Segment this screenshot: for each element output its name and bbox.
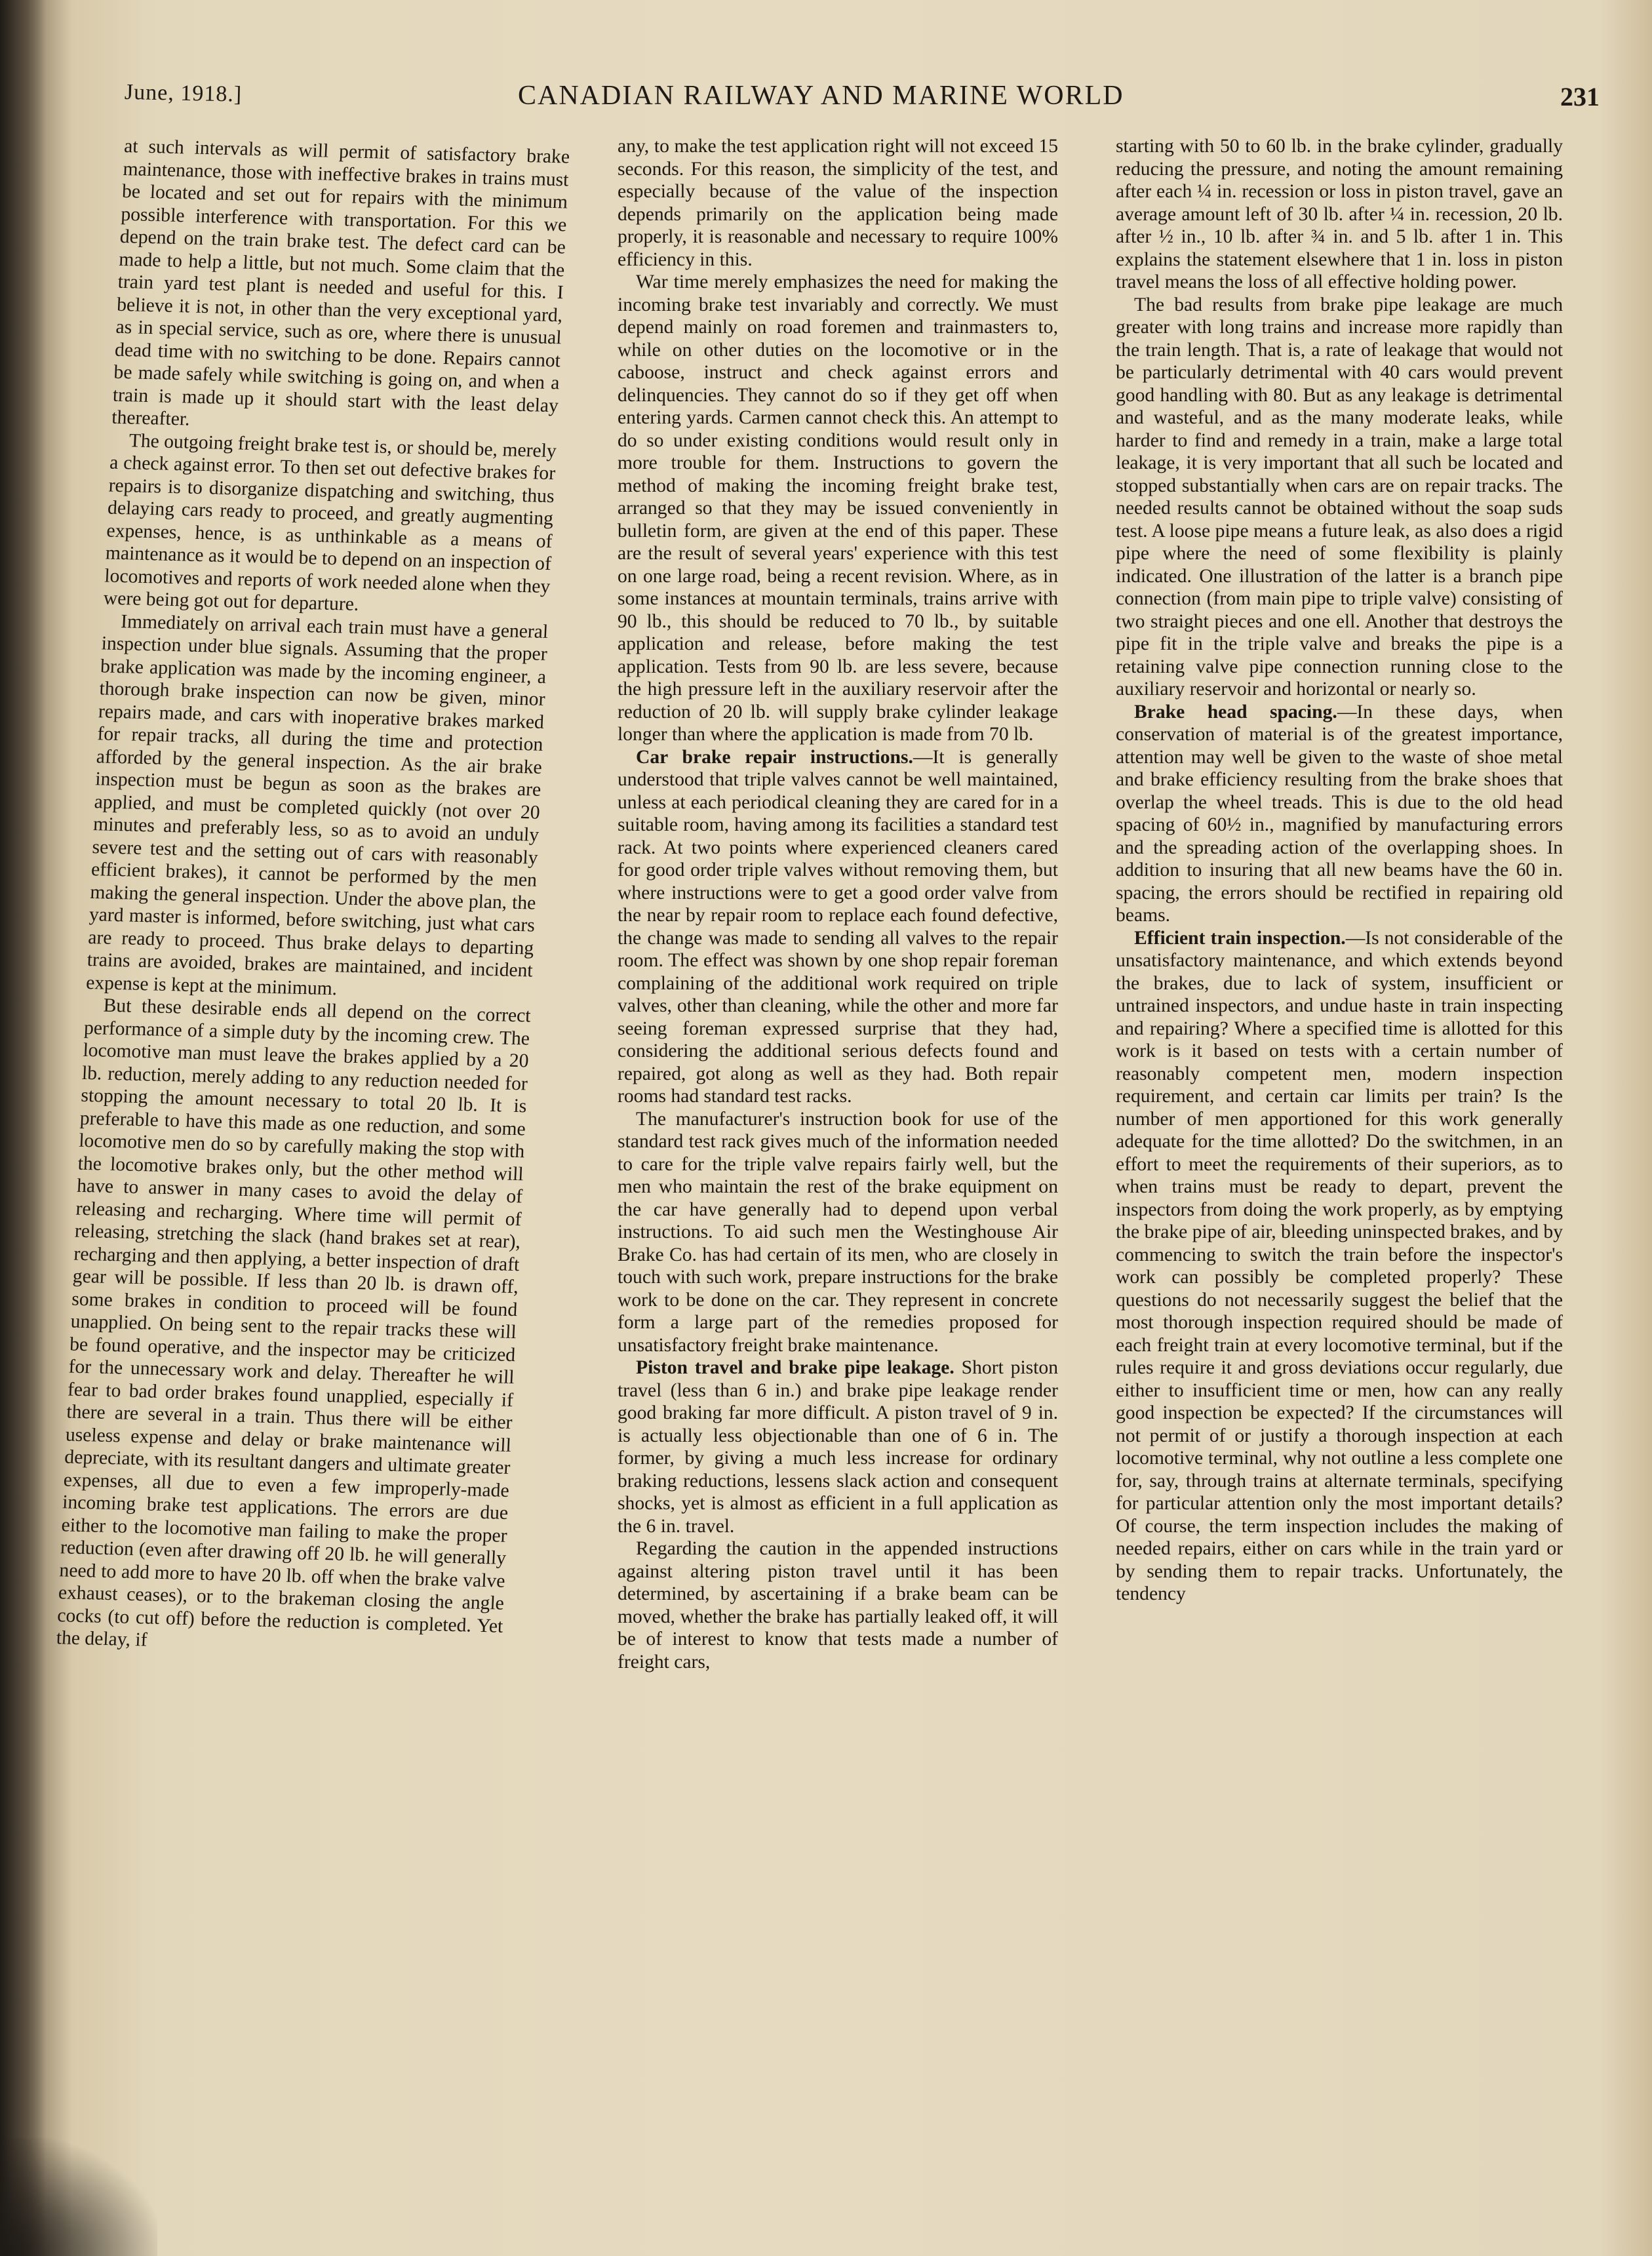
paragraph xyxy=(1116,701,1563,927)
paragraph: at such intervals as will permit of satisfactory brake maintenance, those with ineffective brakes in trains must be located and set out for repairs with the minimum possible interference with transportation. For this we depend on the train brake test. The defect card can be made to help a little, but not much. Some claim that the train yard test plant is needed and useful for this. I believe it is not, in other than the very exceptional yard, as in special service, such as ore, where there is unusual dead time with no switching to be done. Repairs cannot be made safely while switching is going on, and when a train is made up it should start with the least delay thereafter. xyxy=(111,135,570,430)
paragraph: starting with 50 to 60 lb. in the brake cylinder, gradually reducing the pressure, and noting the amount remaining after each ¼ in. recession or loss in piston travel, gave an average amount left of 30 lb. after ¼ in. recession, 20 lb. after ½ in., 10 lb. after ¾ in. and 5 lb. after 1 in. This explains the statement elsewhere that 1 in. loss in piston travel means the loss of all effective holding power. xyxy=(1116,136,1563,292)
section-heading: Brake head spacing. xyxy=(1134,701,1337,722)
paragraph: Regarding the caution in the appended instructions against altering piston travel until it has been determined, by ascertaining if a brake beam can be moved, whether the brake has partially leaked off, it will be of interest to know that tests made a number of freight cars, xyxy=(618,1538,1058,1672)
paragraph: The manufacturer's instruction book for use of the standard test rack gives much of the information needed to care for the triple valve repairs fairly well, but the men who maintain the rest of the brake equipment on the car have generally had to depend upon verbal instructions. To aid such men the Westinghouse Air Brake Co. has had certain of its men, who are closely in touch with such work, prepare instructions for the brake work to be done on the car. They represent in concrete form a large part of the remedies proposed for unsatisfactory freight brake maintenance. xyxy=(618,1108,1058,1356)
paragraph: The bad results from brake pipe leakage are much greater with long trains and increase more rapidly than the train length. That is, a rate of leakage that would not be particularly detrimental with 40 cars would prevent good handling with 80. But as any leakage is detrimental and wasteful, and as the many moderate leaks, while harder to find and remedy in a train, make a large total leakage, it is very important that all such be located and stopped substantially when cars are on repair tracks. The needed results cannot be obtained without the soap suds test. A loose pipe means a future leak, as also does a rigid pipe where the need of some flexibility is plainly indicated. One illustration of the latter is a branch pipe connection (from main pipe to triple valve) consisting of two straight pieces and one ell. Another that destroys the pipe fit in the triple valve and breaks the pipe is a retaining valve pipe connection running close to the auxiliary reservoir and horizontal or nearly so. xyxy=(1116,294,1563,700)
paragraph xyxy=(1116,927,1563,1606)
paragraph xyxy=(618,1356,1058,1537)
section-heading: Car brake repair instructions. xyxy=(636,746,913,768)
paragraph: The outgoing freight brake test is, or should be, merely a check against error. To then set out defective brakes for repairs is to disorganize dispatching and switching, thus delaying cars ready to proceed, and greatly augmenting expenses, hence, is as unthinkable as a means of maintenance as it would be to depend on an inspection of locomotives and reports of work needed alone when they were being got out for departure. xyxy=(103,429,557,615)
paragraph: But these desirable ends all depend on the correct performance of a simple duty by the incoming crew. The locomotive man must leave the brakes applied by a 20 lb. reduction, merely adding to any reduction needed for stopping the amount necessary to total 20 lb. It is preferable to have this made as one reduction, and some locomotive men do so by carefully making the stop with the locomotive brakes only, but the other method will have to answer in many cases to avoid the delay of releasing and recharging. Where time will permit of releasing, stretching the slack (hand brakes set at rear), recharging and then applying, a better inspection of draft gear will be possible. If less than 20 lb. is drawn off, some brakes in condition to proceed will be found unapplied. On being sent to the repair tracks these will be found operative, and the inspector may be criticized for the unnecessary work and delay. Thereafter he will fear to bad order brakes found unapplied, especially if there are several in a train. Thus there will be either useless expense and delay or brake maintenance will depreciate, with its resultant dangers and ultimate greater expenses, all due to even a few improperly-made incoming brake test applications. The errors are due either to the locomotive man failing to make the proper reduction (even after drawing off 20 lb. he will generally need to add more to have 20 lb. off when the brake valve exhaust ceases), or to the brakeman closing the angle cocks (to cut off) before the reduction is completed. Yet the delay, if xyxy=(56,995,532,1651)
journal-title: CANADIAN RAILWAY AND MARINE WORLD xyxy=(518,81,1124,111)
paragraph: any, to make the test application right will not exceed 15 seconds. For this reason, the simplicity of the test, and especially because of the value of the inspection depends primarily on the application being made properly, it is reasonable and necessary to require 100% efficiency in this. xyxy=(618,136,1058,270)
paragraph-text: —It is generally understood that triple valves cannot be well maintained, unless at each periodical cleaning they are cared for in a suitable room, having among its facilities a standard test rack. At two points where experienced cleaners cared for good order triple valves without removing them, but where instructions were to get a good order valve from the near by repair room to replace each found defective, the change was made to sending all valves to the repair room. The effect was shown by one shop repair foreman complaining of the additional work required on triple valves, other than cleaning, while the other and more far seeing foreman expressed surprise that they had, considering the additional serious defects found and repaired, got along as well as they had. Both repair rooms had standard test racks. xyxy=(618,746,1058,1107)
section-heading: Efficient train inspection. xyxy=(1134,927,1346,949)
paragraph-text: —In these days, when conservation of material is of the greatest importance, attention may well be given to the waste of shoe metal and brake efficiency resulting from the brake shoes that overlap the wheel treads. This is due to the old head spacing of 60½ in., magnified by manufacturing errors and the spreading action of the overlapping shoes. In addition to insuring that all new beams have the 60 in. spacing, the errors should be rectified in repairing old beams. xyxy=(1116,701,1563,926)
page-number: 231 xyxy=(1560,82,1600,111)
text-column-2 xyxy=(618,135,1058,1673)
paragraph: War time merely emphasizes the need for making the incoming brake test invariably and correctly. We must depend mainly on road foremen and trainmasters to, while on other duties on the locomotive or in the caboose, instruct and check against errors and delinquencies. They cannot do so if they get off when entering yards. Carmen cannot check this. An attempt to do so under existing conditions would result only in more trouble for them. Instructions to govern the method of making the incoming freight brake test, arranged so that they may be issued conveniently in bulletin form, are given at the end of this paper. These are the result of several years' experience with this test on one large road, being a recent revision. Where, as in some instances at mountain terminals, trains arrive with 90 lb., this should be reduced to 70 lb., by suitable application and release, before making the test application. Tests from 90 lb. are less severe, because the high pressure left in the auxiliary reservoir after the reduction of 20 lb. will supply brake cylinder leakage longer than where the application is made from 70 lb. xyxy=(618,271,1058,745)
paragraph: Immediately on arrival each train must have a general inspection under blue signals. Assuming that the proper brake application was made by the incoming engineer, a thorough brake inspection can now be given, minor repairs made, and cars with inoperative brakes marked for repair tracks, all during the time and protection afforded by the general inspection. As the air brake inspection must be begun as soon as the brakes are applied, and must be completed quickly (not over 20 minutes and preferably less, so as to avoid an unduly severe test and the setting out of cars with reasonably efficient brakes), it cannot be performed by the men making the general inspection. Under the above plan, the yard master is informed, before switching, just what cars are ready to proceed. Thus brake delays to departing trains are avoided, brakes are maintained, and incident expense is kept at the minimum. xyxy=(85,610,549,999)
binding-gutter-shadow xyxy=(0,0,46,2256)
paragraph-text: Short piston travel (less than 6 in.) and brake pipe leakage render good braking far more difficult. A piston travel of 9 in. is actually less objectionable than one of 6 in. The former, by giving a much less increase for ordinary braking reductions, lessens slack action and consequent shocks, yet is almost as efficient in a full application as the 6 in. travel. xyxy=(618,1357,1059,1537)
text-column-1 xyxy=(56,135,570,1660)
corner-shadow xyxy=(0,2138,157,2256)
running-header xyxy=(125,73,1606,119)
paragraph xyxy=(618,746,1058,1108)
section-heading: Piston travel and brake pipe leakage. xyxy=(636,1357,954,1378)
header-date: June, 1918.] xyxy=(124,80,243,107)
paragraph-text: —Is not considerable of the unsatisfactory maintenance, and which extends beyond the brakes, due to lack of system, insufficient or untrained inspectors, and undue haste in train inspecting and repairing? Where a specified time is allotted for this work is it based on tests with a certain number of reasonably competent men, modern inspection requirement, and certain car limits per train? Is the number of men apportioned for this work generally adequate for the time allotted? Do the switchmen, in an effort to meet the requirements of their superiors, as to when trains must be ready to depart, prevent the inspectors from doing the work properly, as by emptying the brake pipe of air, bleeding uninspected brakes, and by commencing to switch the train before the inspector's work can possibly be completed properly? These questions do not necessarily suggest the belief that the most thorough inspection required should be made of each freight train at every locomotive terminal, but if the rules require it and gross deviations occur regularly, due either to insufficient time or men, how can any really good inspection be expected? If the circumstances will not permit of or justify a thorough inspection at each locomotive terminal, why not outline a less complete one for, say, through trains at alternate terminals, specifying for particular attention only the most important details? Of course, the term inspection includes the making of needed repairs, either on cars while in the train yard or by sending them to repair tracks. Unfortunately, the tendency xyxy=(1116,927,1563,1604)
text-column-3 xyxy=(1116,135,1563,1606)
